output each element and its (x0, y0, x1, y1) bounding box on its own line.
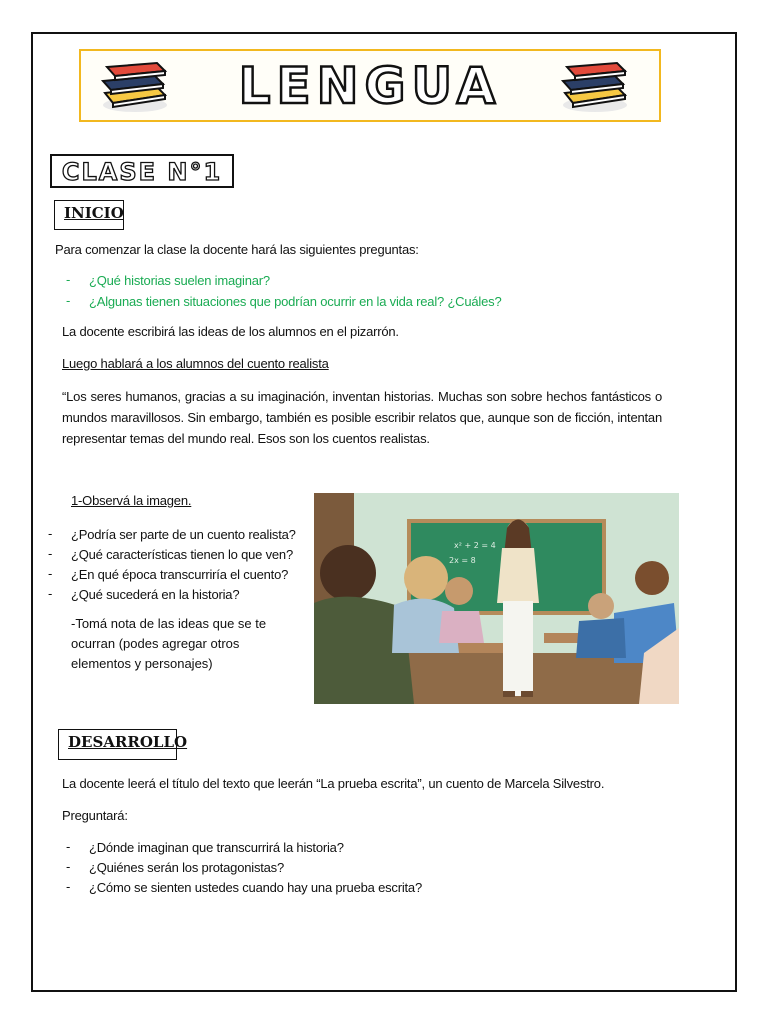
activity-question-3: ¿En qué época transcurriría el cuento? (71, 567, 289, 582)
bullet-dash: - (48, 526, 53, 541)
activity-title: 1-Observá la imagen. (71, 493, 192, 508)
bullet-dash: - (66, 879, 71, 894)
bullet-dash: - (48, 546, 53, 561)
bullet-dash: - (66, 839, 71, 854)
activity-note: -Tomá nota de las ideas que se te ocurran (podes agregar otros elementos y personajes) (71, 616, 267, 671)
class-number-box (50, 154, 234, 188)
banner-title: LENGUA (238, 57, 502, 115)
desarrollo-question-2: ¿Quiénes serán los protagonistas? (89, 860, 285, 875)
bullet-dash: - (48, 586, 53, 601)
desarrollo-question-1: ¿Dónde imaginan que transcurrirá la historia? (89, 840, 344, 855)
inicio-intro: Para comenzar la clase la docente hará las siguientes preguntas: (55, 242, 419, 257)
desarrollo-ask: Preguntará: (62, 808, 128, 823)
desarrollo-heading: DESARROLLO (58, 729, 177, 760)
bullet-dash: - (66, 859, 71, 874)
activity-question-2: ¿Qué características tienen lo que ven? (71, 547, 293, 562)
realist-quote: “Los seres humanos, gracias a su imaginación, inventan historias. Muchas son sobre hechos fantásticos o mundos maravillosos. Sin embargo, también es posible escribir relatos que, aunque son de ficción, intentan representar temas del mundo real. Esos son los cuentos realistas. (62, 389, 662, 446)
classroom-photo (314, 493, 679, 704)
inicio-question-2: ¿Algunas tienen situaciones que podrían ocurrir en la vida real? ¿Cuáles? (89, 294, 502, 309)
svg-text:2x = 8: 2x = 8 (449, 556, 476, 565)
books-stack-icon (555, 57, 629, 115)
bullet-dash: - (66, 272, 71, 287)
inicio-question-1: ¿Qué historias suelen imaginar? (89, 273, 270, 288)
svg-text:x² + 2 = 4: x² + 2 = 4 (454, 541, 496, 550)
desarrollo-intro: La docente leerá el título del texto que leerán “La prueba escrita”, un cuento de Marcela Silvestro. (62, 776, 605, 791)
bullet-dash: - (48, 566, 53, 581)
desarrollo-question-3: ¿Cómo se sienten ustedes cuando hay una prueba escrita? (89, 880, 422, 895)
activity-question-1: ¿Podría ser parte de un cuento realista? (71, 527, 296, 542)
activity-question-4: ¿Qué sucederá en la historia? (71, 587, 240, 602)
inicio-heading: INICIO (54, 200, 124, 230)
title-banner (79, 49, 661, 122)
class-number-title: CLASE N°1 (61, 158, 223, 186)
realist-subtitle: Luego hablará a los alumnos del cuento realista (62, 356, 329, 371)
board-note: La docente escribirá las ideas de los alumnos en el pizarrón. (62, 324, 399, 339)
bullet-dash: - (66, 293, 71, 308)
